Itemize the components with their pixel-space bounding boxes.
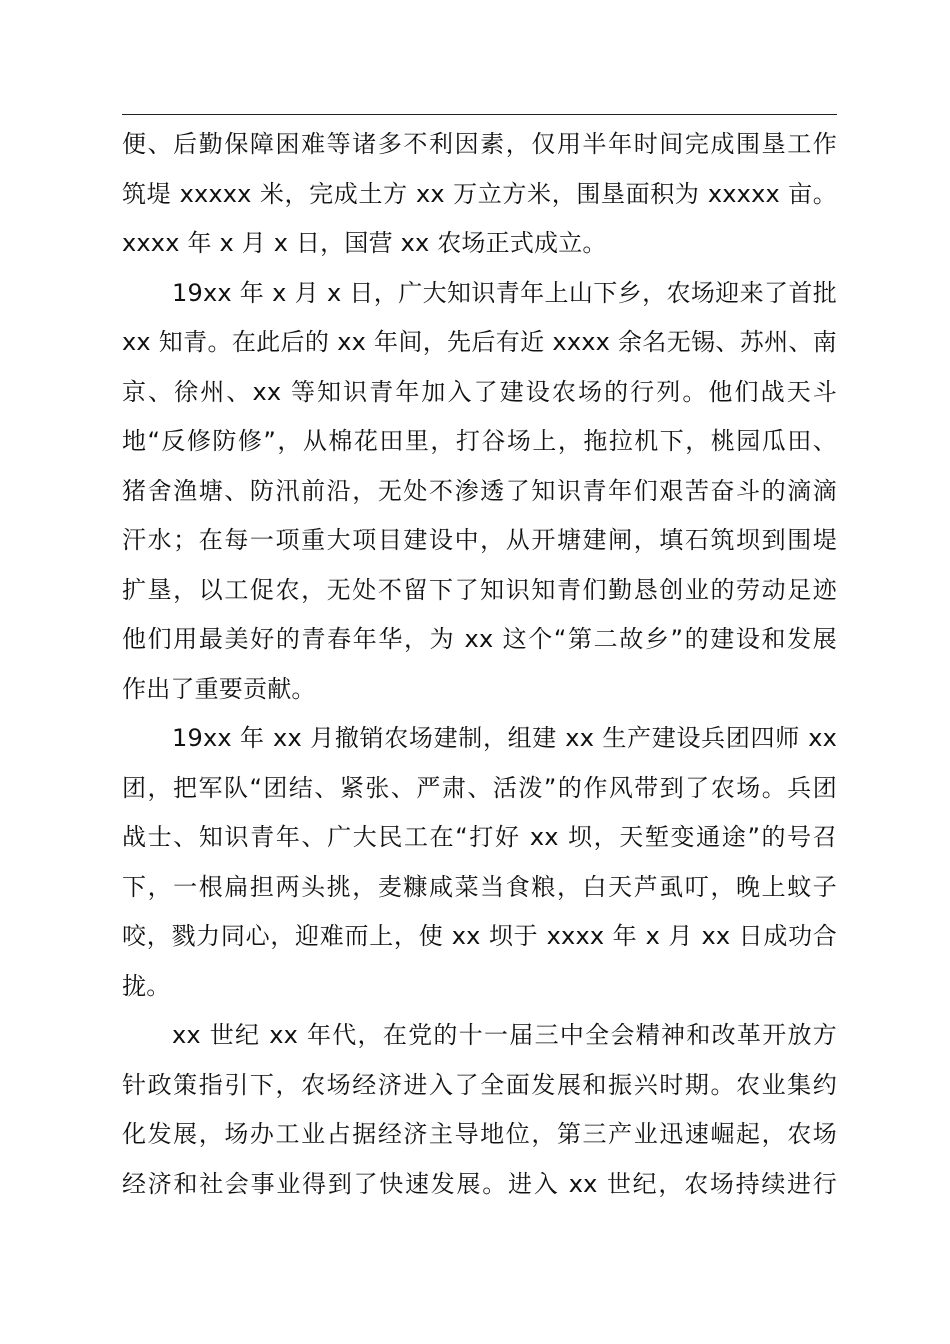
text-line: 针政策指引下，农场经济进入了全面发展和振兴时期。农业集约 — [122, 1070, 837, 1099]
text-line: xx 知青。在此后的 xx 年间，先后有近 xxxx 余名无锡、苏州、南 — [122, 328, 837, 356]
text-line: 战士、知识青年、广大民工在“打好 xx 坝，天堑变通途”的号召 — [122, 823, 837, 851]
text-line: 19xx 年 xx 月撤销农场建制，组建 xx 生产建设兵团四师 xx — [172, 724, 837, 752]
text-line: 化发展，场办工业占据经济主导地位，第三产业迅速崛起，农场 — [122, 1120, 837, 1148]
text-line: xxxx 年 x 月 x 日，国营 xx 农场正式成立。 — [122, 229, 607, 257]
text-line: xx 世纪 xx 年代，在党的十一届三中全会精神和改革开放方 — [172, 1021, 837, 1049]
text-line: 作出了重要贡献。 — [122, 674, 316, 703]
text-line: 扩垦，以工促农，无处不留下了知识知青们勤恳创业的劳动足迹 — [122, 575, 837, 604]
text-line: 便、后勤保障困难等诸多不利因素，仅用半年时间完成围垦工作 — [122, 130, 837, 158]
body-text — [122, 120, 837, 1209]
header-rule — [122, 114, 837, 115]
text-line: 19xx 年 x 月 x 日，广大知识青年上山下乡，农场迎来了首批 — [172, 278, 837, 307]
text-line: 京、徐州、xx 等知识青年加入了建设农场的行列。他们战天斗 — [122, 377, 837, 406]
text-line: 拢。 — [122, 971, 171, 1000]
text-line: 咬，戮力同心，迎难而上，使 xx 坝于 xxxx 年 x 月 xx 日成功合 — [122, 922, 837, 950]
text-line: 下，一根扁担两头挑，麦糠咸菜当食粮，白天芦虱叮，晚上蚊子 — [122, 872, 837, 901]
text-line: 团，把军队“团结、紧张、严肃、活泼”的作风带到了农场。兵团 — [122, 773, 837, 802]
text-line: 经济和社会事业得到了快速发展。进入 xx 世纪，农场持续进行 — [122, 1169, 837, 1198]
text-line: 他们用最美好的青春年华，为 xx 这个“第二故乡”的建设和发展 — [122, 625, 837, 653]
text-line: 地“反修防修”，从棉花田里，打谷场上，拖拉机下，桃园瓜田、 — [122, 427, 837, 455]
text-line: 汗水；在每一项重大项目建设中，从开塘建闸，填石筑坝到围堤 — [122, 526, 837, 554]
text-line: 筑堤 xxxxx 米，完成土方 xx 万立方米，围垦面积为 xxxxx 亩。 — [122, 179, 837, 208]
text-line: 猪舍渔塘、防汛前沿，无处不渗透了知识青年们艰苦奋斗的滴滴 — [122, 476, 837, 505]
